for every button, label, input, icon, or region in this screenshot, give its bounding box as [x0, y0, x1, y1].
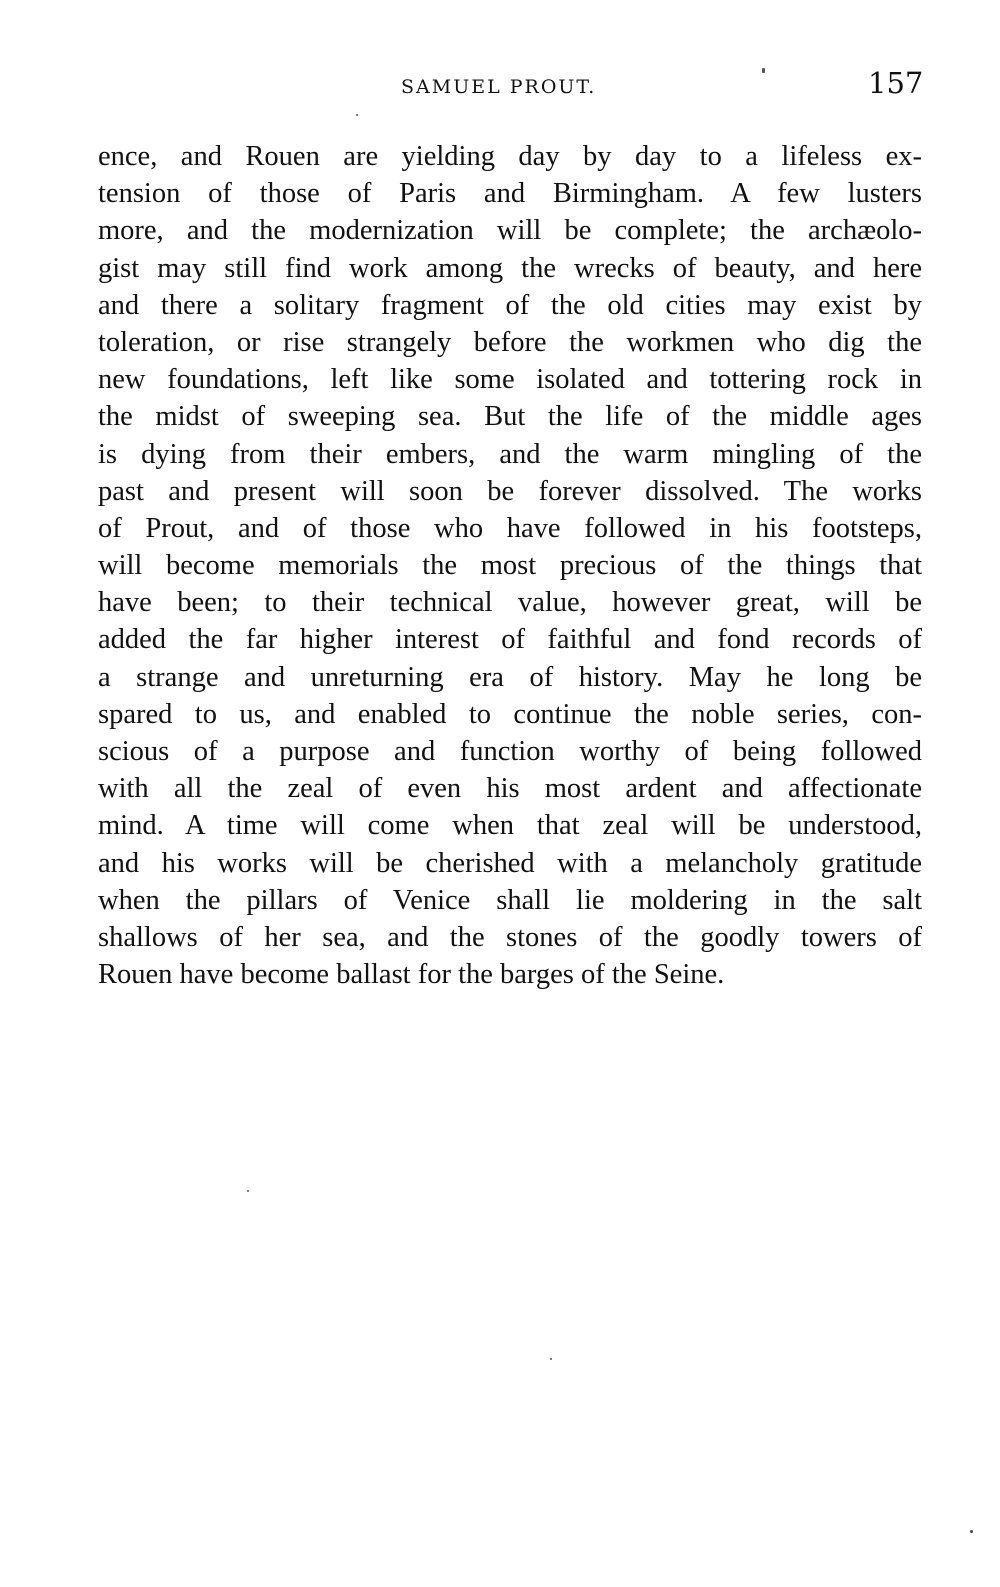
- scan-speck: [550, 1358, 552, 1360]
- text-line: a strange and unreturning era of history. May he long be: [98, 661, 922, 693]
- text-line: shallows of her sea, and the stones of the goodly towers of: [98, 921, 922, 953]
- text-line: have been; to their technical value, however great, will be: [98, 587, 922, 619]
- text-line: scious of a purpose and function worthy of being followed: [98, 736, 922, 767]
- text-line: with all the zeal of even his most ardent and affectionate: [98, 773, 922, 805]
- scan-speck: [762, 68, 765, 73]
- scan-speck: [970, 1530, 973, 1533]
- text-line: past and present will soon be forever dissolved. The works: [98, 475, 922, 507]
- text-line: new foundations, left like some isolated and tottering rock in: [98, 364, 922, 396]
- text-line: ence, and Rouen are yielding day by day to a lifeless ex-: [98, 141, 922, 172]
- scan-speck: [247, 1190, 249, 1192]
- text-line: the midst of sweeping sea. But the life of the middle ages: [98, 401, 922, 433]
- text-line: of Prout, and of those who have followed in his footsteps,: [98, 512, 922, 544]
- text-line: toleration, or rise strangely before the workmen who dig the: [98, 326, 922, 358]
- page-number: 157: [868, 66, 924, 100]
- text-line: gist may still find work among the wrecks of beauty, and here: [98, 252, 922, 284]
- running-head: SAMUEL PROUT.: [401, 76, 597, 98]
- text-line: more, and the modernization will be complete; the archæolo-: [98, 215, 922, 247]
- text-line: Rouen have become ballast for the barges of the Seine.: [98, 959, 725, 991]
- scan-speck: [356, 114, 358, 116]
- text-line: mind. A time will come when that zeal will be understood,: [98, 810, 922, 842]
- text-line: added the far higher interest of faithful and fond records of: [98, 624, 922, 656]
- text-line: is dying from their embers, and the warm mingling of the: [98, 438, 922, 470]
- text-line: tension of those of Paris and Birmingham. A few lusters: [98, 178, 922, 210]
- text-line: and there a solitary fragment of the old cities may exist by: [98, 289, 922, 321]
- text-line: and his works will be cherished with a melancholy gratitude: [98, 847, 922, 879]
- body-text: [98, 138, 922, 993]
- text-line: will become memorials the most precious of the things that: [98, 550, 922, 582]
- text-line: when the pillars of Venice shall lie moldering in the salt: [98, 884, 922, 916]
- text-line: spared to us, and enabled to continue the noble series, con-: [98, 698, 922, 730]
